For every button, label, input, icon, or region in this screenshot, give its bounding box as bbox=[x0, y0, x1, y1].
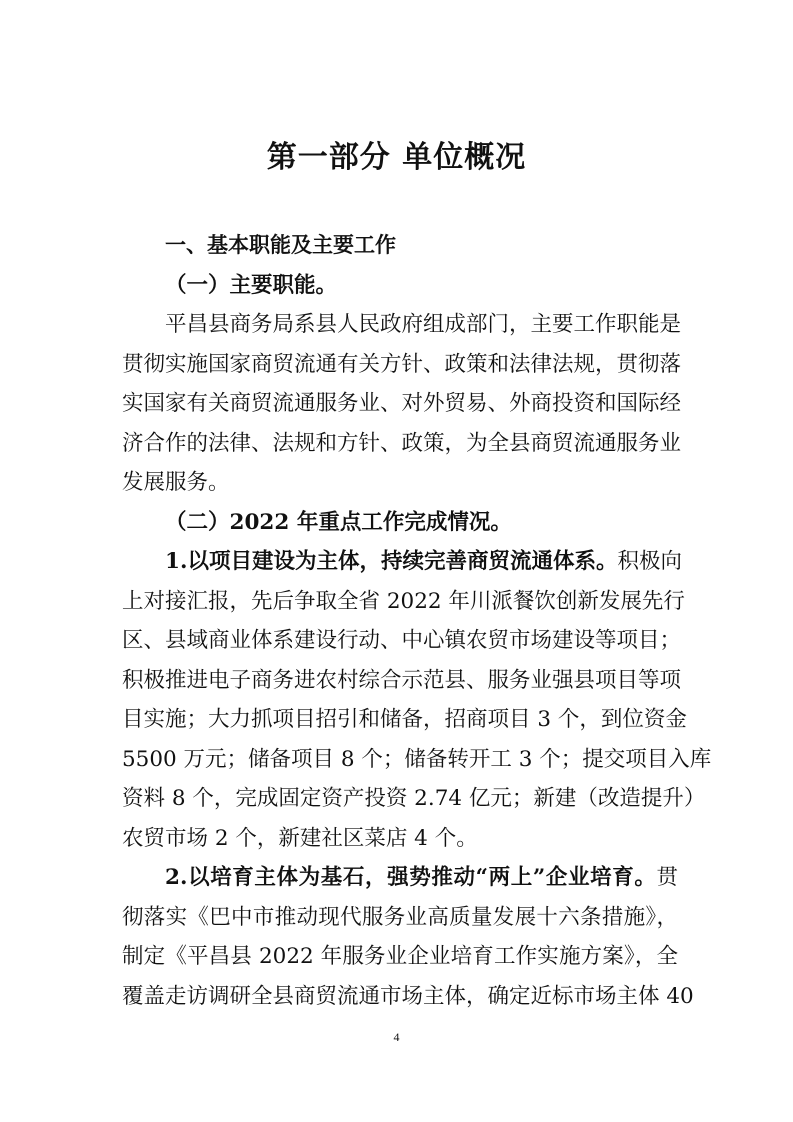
paragraph-line: 贯彻实施国家商贸流通有关方针、政策和法律法规，贯彻落 bbox=[122, 351, 682, 377]
subsection-heading-2022-work: （二）2022 年重点工作完成情况。 bbox=[165, 509, 512, 535]
item1-lead-text: 1.以项目建设为主体，持续完善商贸流通体系。 bbox=[165, 549, 618, 574]
paragraph-line: 上对接汇报，先后争取全省 2022 年川派餐饮创新发展先行 bbox=[122, 588, 685, 614]
page-title: 第一部分 单位概况 bbox=[266, 140, 527, 175]
item2-lead-text: 2.以培育主体为基石，强势推动“两上”企业培育。 bbox=[165, 865, 657, 890]
paragraph-line: 农贸市场 2 个，新建社区菜店 4 个。 bbox=[122, 825, 478, 851]
paragraph-line: 资料 8 个，完成固定资产投资 2.74 亿元；新建（改造提升） bbox=[122, 786, 706, 811]
paragraph-line-item1-lead bbox=[122, 542, 682, 582]
paragraph-line: 区、县域商业体系建设行动、中心镇农贸市场建设等项目； bbox=[122, 628, 682, 653]
paragraph-line: 发展服务。 bbox=[122, 470, 230, 495]
item2-lead-tail: 贯 bbox=[656, 865, 678, 890]
body-text bbox=[122, 226, 712, 1016]
paragraph-line: 目实施；大力抓项目招引和储备，招商项目 3 个，到位资金 bbox=[122, 707, 687, 732]
section-heading-basic-functions: 一、基本职能及主要工作 bbox=[165, 233, 396, 257]
page-number: 4 bbox=[393, 1030, 400, 1044]
subsection-heading-main-functions: （一）主要职能。 bbox=[165, 272, 338, 298]
paragraph-line: 济合作的法律、法规和方针、政策，为全县商贸流通服务业 bbox=[122, 430, 682, 456]
paragraph-line: 彻落实《巴中市推动现代服务业高质量发展十六条措施》， bbox=[122, 904, 678, 930]
paragraph-line: 实国家有关商贸流通服务业、对外贸易、外商投资和国际经 bbox=[122, 391, 682, 416]
paragraph-line-item2-lead bbox=[122, 858, 678, 898]
paragraph-line: 积极推进电子商务进农村综合示范县、服务业强县项目等项 bbox=[122, 667, 682, 693]
item1-lead-tail: 积极向 bbox=[617, 549, 682, 574]
paragraph-line: 平昌县商务局系县人民政府组成部门，主要工作职能是 bbox=[165, 312, 682, 337]
paragraph-line: 5500 万元；储备项目 8 个；储备转开工 3 个；提交项目入库 bbox=[122, 746, 712, 772]
paragraph-line: 覆盖走访调研全县商贸流通市场主体，确定近标市场主体 40 bbox=[122, 983, 694, 1009]
paragraph-line: 制定《平昌县 2022 年服务业企业培育工作实施方案》，全 bbox=[122, 944, 678, 969]
